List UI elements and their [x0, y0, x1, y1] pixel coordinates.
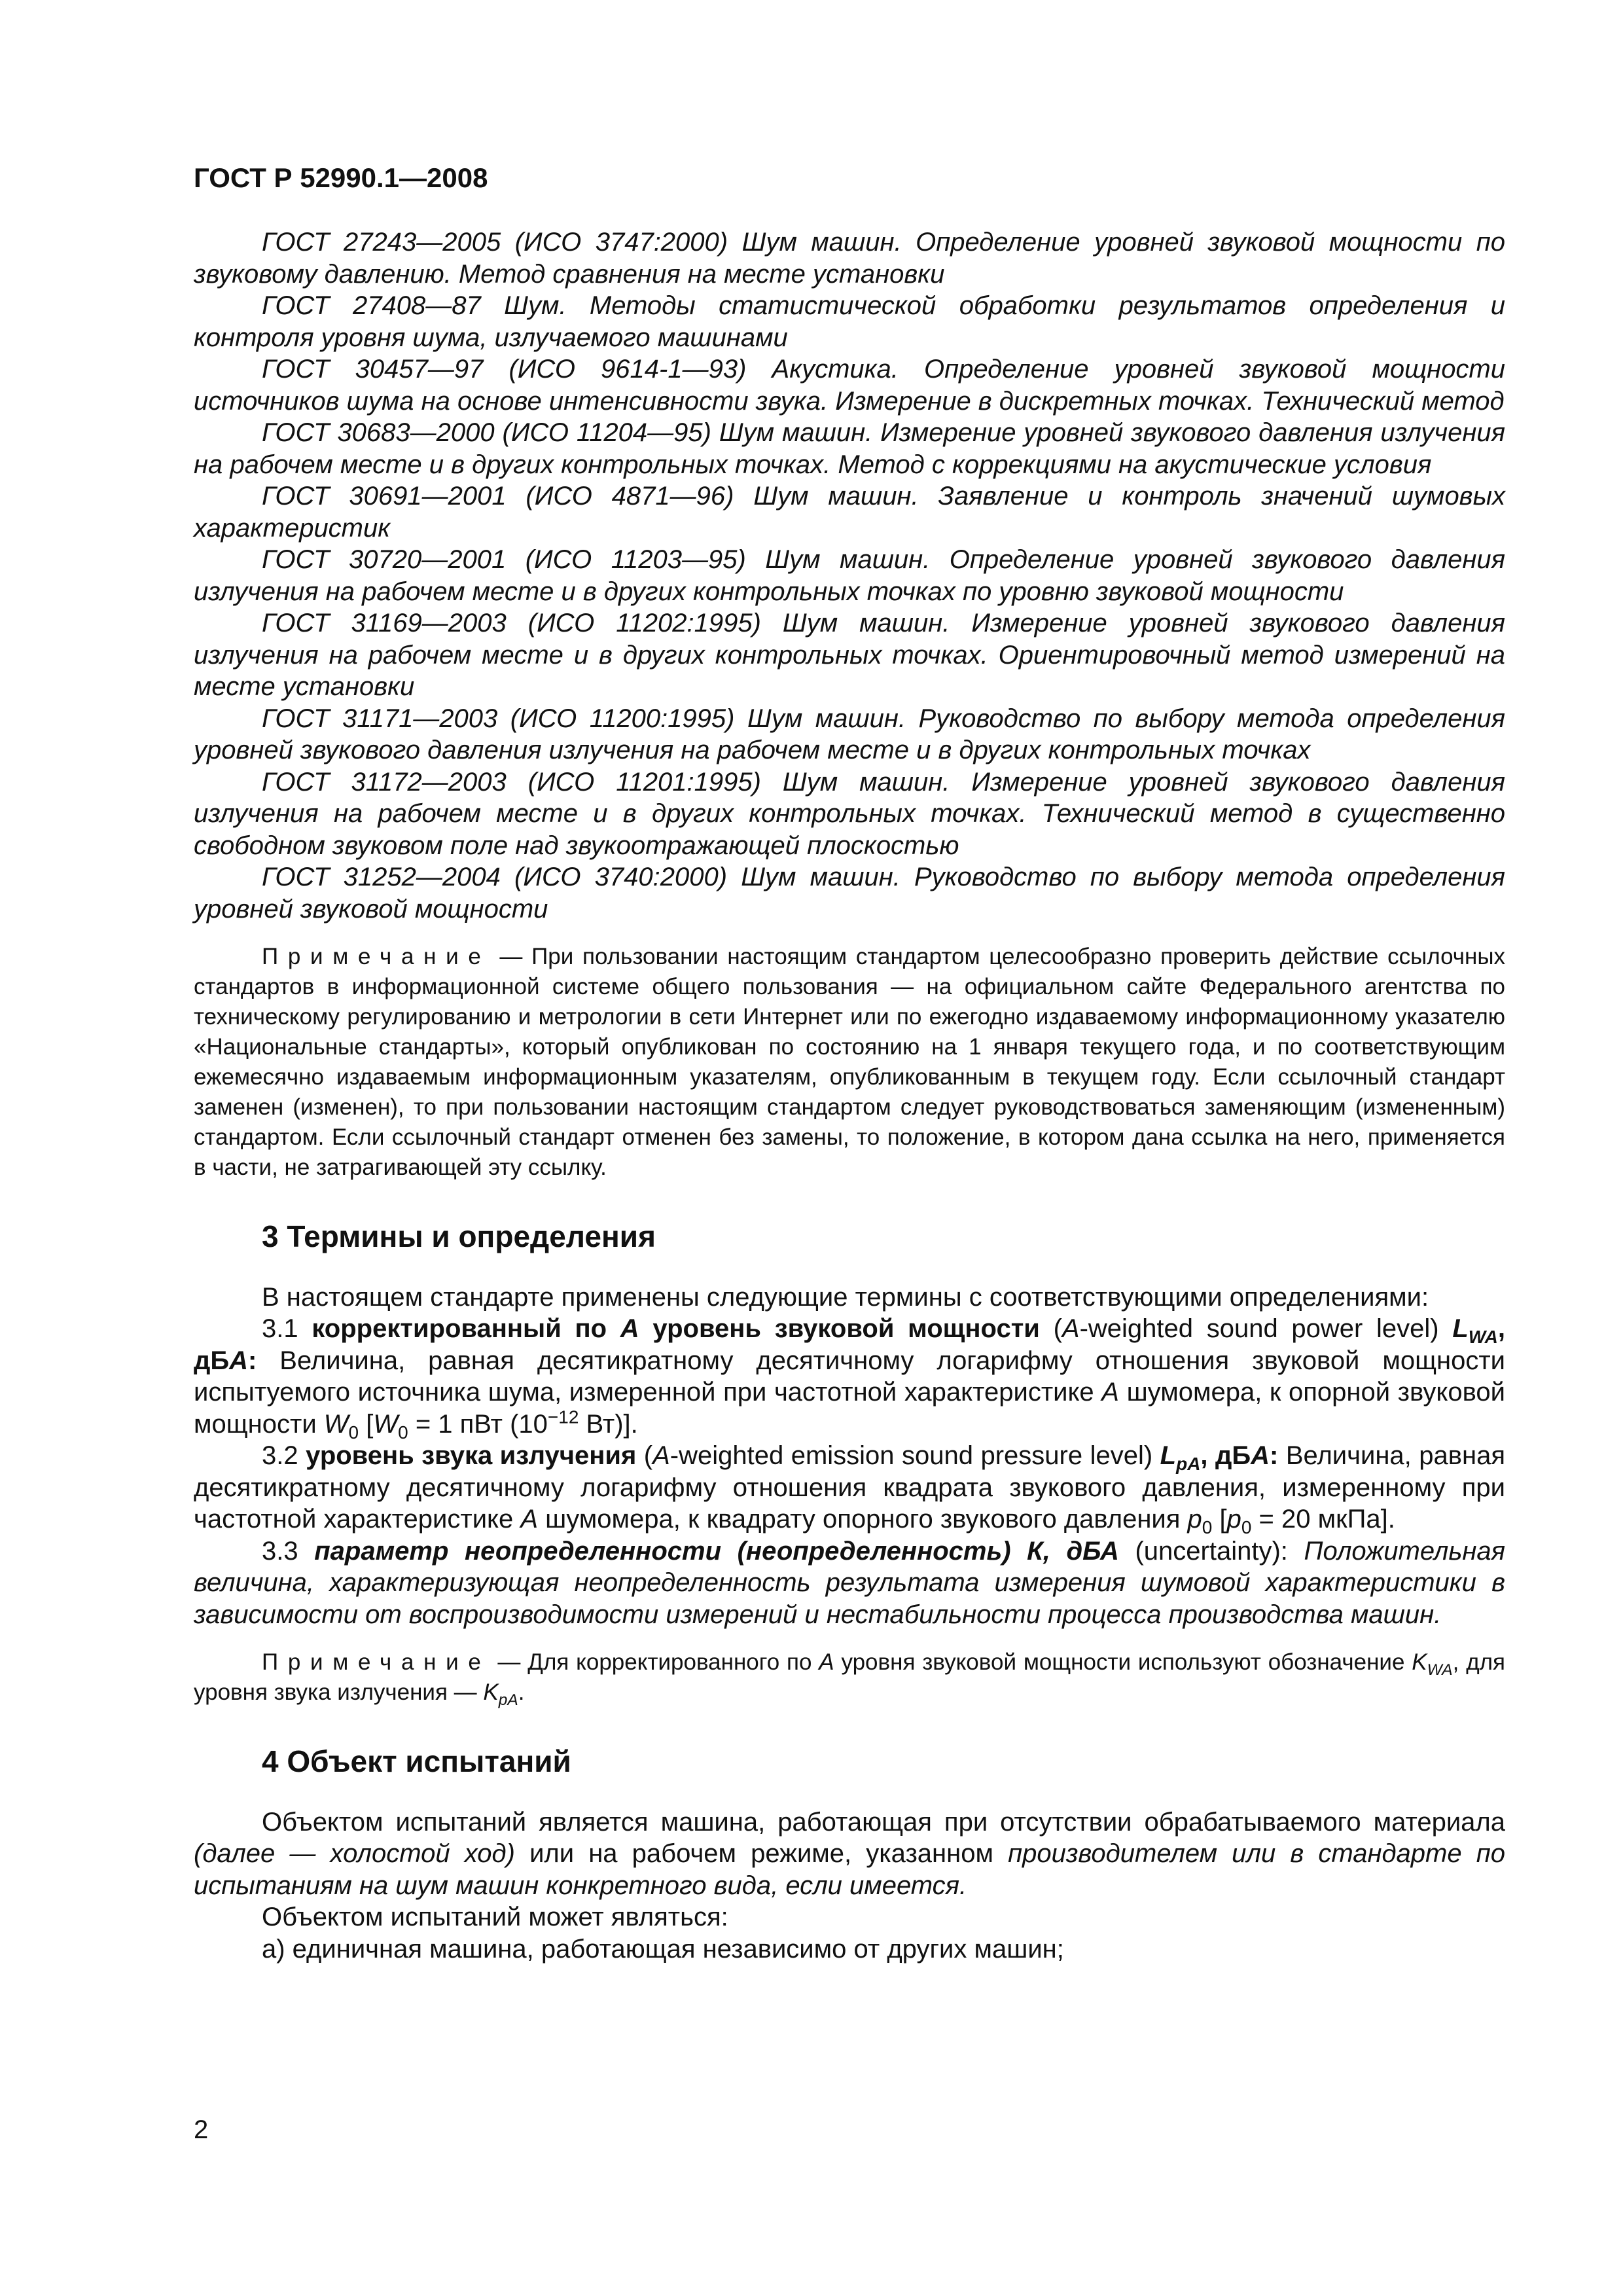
section-4-heading: 4 Объект испытаний	[262, 1744, 571, 1778]
reference-code: ГОСТ 31169—2003 (ИСО 11202:1995)	[262, 609, 761, 637]
reference-item	[194, 544, 1505, 607]
reference-item	[194, 417, 1505, 480]
section-3-heading: 3 Термины и определения	[262, 1219, 656, 1253]
reference-code: ГОСТ 30720—2001 (ИСО 11203—95)	[262, 545, 746, 574]
page-content	[194, 226, 1505, 1965]
reference-code: ГОСТ 30457—97 (ИСО 9614-1—93)	[262, 355, 747, 384]
note-text: — При пользовании настоящим стандартом целесообразно проверить действие ссылочных стандартов в информационной системе общего пользования — на официальном сайте Федерального агентства по техническому регулированию и метрологии в сети Интернет или по ежегодно издаваемому информационному указателю «Национальные стандарты», который опубликован по состоянию на 1 января текущего года, и по соответствующим ежемесячно издаваемым информационным указателям, опубликованным в текущем году. Если ссылочный стандарт заменен (изменен), то при пользовании настоящим стандартом следует руководствоваться заменяющим (измененным) стандартом. Если ссылочный стандарт отменен без замены, то положение, в котором дана ссылка на него, применяется в части, не затрагивающей эту ссылку.	[194, 944, 1505, 1180]
normative-references-list	[194, 226, 1505, 925]
reference-item	[194, 766, 1505, 862]
section-4-paragraph-2: Объектом испытаний может являться:	[262, 1903, 728, 1931]
reference-item	[194, 703, 1505, 766]
term-3-1: 3.1 корректированный по А уровень звуковой мощности (A-weighted sound power level) $L_{WA}$, дБА: Величина, равная десятикратному десятичному логарифму отношения звуковой мощности испытуемого источника шума, измеренной при частотной характеристике А шумомера, к опорной звуковой мощности $W_0$ [$W_0 = 1$ пВт ($10^{-12}$ Вт)].	[194, 1314, 1505, 1443]
reference-title: Акустика. Определение уровней звуковой мощности источников шума на основе интенсивности звука. Измерение в дискретных точках. Технический метод	[194, 355, 1505, 416]
reference-item	[194, 290, 1505, 353]
term-3-3: 3.3 параметр неопределенности (неопределенность) К, дБА (uncertainty): Положительная величина, характеризующая неопределенность результата измерения шумовой характеристики в зависимости от воспроизводимости измерений и нестабильности процесса производства машин.	[194, 1536, 1505, 1629]
reference-code: ГОСТ 31252—2004 (ИСО 3740:2000)	[262, 863, 728, 891]
reference-item	[194, 480, 1505, 544]
reference-title: Шум машин. Определение уровней звукового давления излучения на рабочем месте и в других контрольных точках по уровню звуковой мощности	[194, 545, 1505, 606]
section-4-list-item-a: а) единичная машина, работающая независимо от других машин;	[262, 1934, 1064, 1964]
reference-item	[194, 353, 1505, 417]
reference-code: ГОСТ 31171—2003 (ИСО 11200:1995)	[262, 704, 735, 733]
reference-title: Шум машин. Заявление и контроль значений шумовых характеристик	[194, 482, 1505, 543]
reference-title: Шум машин. Измерение уровней звукового давления излучения на рабочем месте и в других контрольных точках. Метод с коррекциями на акустические условия	[194, 418, 1505, 479]
note-label: Примечание	[262, 944, 491, 969]
reference-title: Шум машин. Определение уровней звуковой мощности по звуковому давлению. Метод сравнения на месте установки	[194, 228, 1505, 289]
section-4-paragraph-1: Объектом испытаний является машина, работающая при отсутствии обрабатываемого материала (далее — холостой ход) или на рабочем режиме, указанном производителем или в стандарте по испытаниям на шум машин конкретного вида, если имеется.	[194, 1807, 1505, 1900]
term-3-2: 3.2 уровень звука излучения (A-weighted emission sound pressure level) $L_{pA}$, дБА: Величина, равная десятикратному десятичному логарифму отношения квадрата звукового давления, измеренному при частотной характеристике А шумомера, к квадрату опорного звукового давления $p_0$ [$p_0 = 20$ мкПа].	[194, 1441, 1505, 1537]
reference-item	[194, 861, 1505, 925]
reference-title: Шум машин. Измерение уровней звукового давления излучения на рабочем месте и в других контрольных точках. Ориентировочный метод измерений на месте установки	[194, 609, 1505, 701]
note-label: Примечание	[262, 1649, 491, 1675]
reference-code: ГОСТ 30683—2000 (ИСО 11204—95)	[262, 418, 711, 447]
reference-code: ГОСТ 31172—2003 (ИСО 11201:1995)	[262, 767, 761, 797]
reference-code: ГОСТ 30691—2001 (ИСО 4871—96)	[262, 482, 734, 511]
reference-title: Шум. Методы статистической обработки результатов определения и контроля уровня шума, излучаемого машинами	[194, 291, 1505, 352]
page-number: 2	[194, 2115, 209, 2144]
reference-title: Шум машин. Руководство по выбору метода определения уровней звуковой мощности	[194, 863, 1505, 924]
reference-title: Шум машин. Измерение уровней звукового давления излучения на рабочем месте и в других контрольных точках. Технический метод в существенно свободном звуковом поле над звукоотражающей плоскостью	[194, 767, 1505, 860]
reference-item	[194, 226, 1505, 290]
section-3-intro: В настоящем стандарте применены следующие термины с соответствующими определениями:	[262, 1282, 1429, 1312]
note-symbols: Примечание — Для корректированного по А уровня звуковой мощности используют обозначение $K_{WA}$, для уровня звука излучения — $K_{pA}$.	[194, 1649, 1505, 1709]
document-header: ГОСТ Р 52990.1—2008	[194, 162, 488, 193]
reference-title: Шум машин. Руководство по выбору метода определения уровней звукового давления излучения на рабочем месте и в других контрольных точках	[194, 704, 1505, 764]
reference-item	[194, 607, 1505, 703]
reference-code: ГОСТ 27243—2005 (ИСО 3747:2000)	[262, 228, 728, 257]
note-references	[194, 942, 1505, 1183]
reference-code: ГОСТ 27408—87	[262, 291, 481, 320]
